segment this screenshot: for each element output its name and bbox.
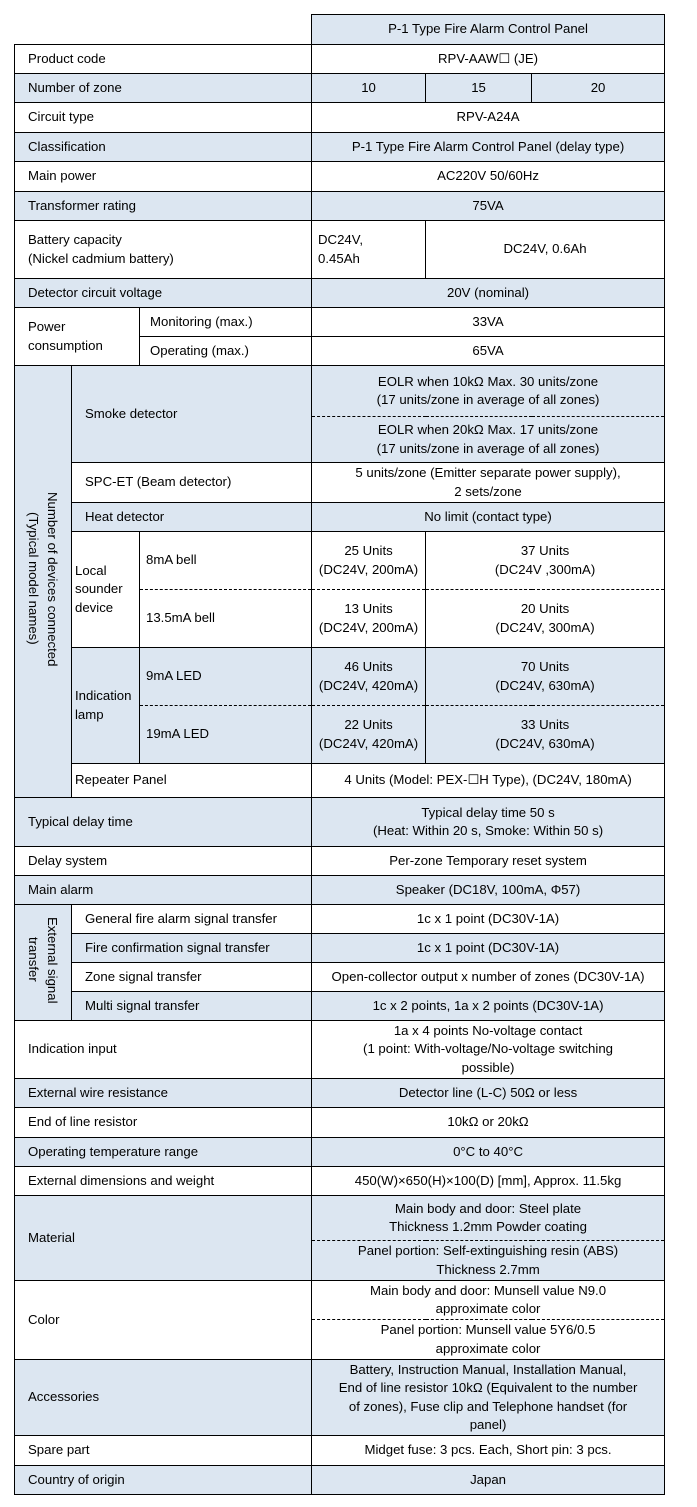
circuit-label: Circuit type (15, 103, 312, 133)
material-main-body (312, 1196, 665, 1241)
accessories-label: Accessories (15, 1360, 312, 1436)
multi-transfer-value: 1c x 2 points, 1a x 2 points (DC30V-1A) (312, 992, 665, 1021)
indication-input-line2: (1 point: With-voltage/No-voltage switching (363, 1041, 613, 1057)
bell-13ma-label: 13.5mA bell (140, 590, 312, 648)
sounder-label (72, 532, 140, 648)
color-main-body (312, 1281, 665, 1320)
general-transfer-label: General fire alarm signal transfer (72, 905, 312, 934)
material-panel-line2: Thickness 2.7mm (436, 1261, 540, 1277)
material-label: Material (15, 1196, 312, 1281)
zones-10: 10 (312, 74, 426, 103)
circuit-value: RPV-A24A (312, 103, 665, 133)
monitoring-value: 33VA (312, 308, 665, 337)
battery-15-20-value: DC24V, 0.6Ah (426, 221, 665, 279)
repeater-label: Repeater Panel (72, 764, 312, 798)
header-blank-cell (15, 15, 312, 45)
classification-value: P-1 Type Fire Alarm Control Panel (delay type) (312, 133, 665, 162)
color-panel-line1: Panel portion: Munsell value 5Y6/0.5 (380, 1322, 596, 1337)
bell-13ma-10-line2: (DC24V, 200mA) (318, 619, 419, 635)
delay-time-value (312, 798, 665, 847)
transformer-label: Transformer rating (15, 192, 312, 221)
ext-transfer-group-label (15, 905, 72, 1021)
bell-13ma-15-20-line2: (DC24V, 300mA) (495, 619, 595, 635)
delay-time-line2: (Heat: Within 20 s, Smoke: Within 50 s) (372, 823, 604, 838)
smoke-eolr-10k-line1: EOLR when 10kΩ Max. 30 units/zone (377, 373, 599, 389)
led-9ma-15-20-line2: (DC24V, 630mA) (495, 677, 595, 693)
spc-value (312, 463, 665, 503)
material-panel-portion (312, 1241, 665, 1281)
delay-time-line1: Typical delay time 50 s (421, 804, 555, 820)
detector-voltage-value: 20V (nominal) (312, 279, 665, 308)
bell-13ma-10 (312, 590, 426, 648)
accessories-line1: Battery, Instruction Manual, Installation Manual, (349, 1361, 627, 1377)
color-main-line1: Main body and door: Munsell value N9.0 (370, 1282, 607, 1298)
delay-system-label: Delay system (15, 847, 312, 876)
zones-15: 15 (426, 74, 532, 103)
main-power-label: Main power (15, 162, 312, 192)
bell-8ma-10-line1: 25 Units (344, 543, 393, 558)
battery-label-line1: Battery capacity (28, 232, 122, 247)
delay-time-label: Typical delay time (15, 798, 312, 847)
spare-label: Spare part (15, 1436, 312, 1466)
led-19ma-15-20 (426, 706, 665, 764)
ext-transfer-line1: External signal (45, 916, 60, 1003)
bell-8ma-10-line2: (DC24V, 200mA) (318, 561, 419, 577)
multi-transfer-label: Multi signal transfer (72, 992, 312, 1021)
dimensions-label: External dimensions and weight (15, 1167, 312, 1196)
operating-label: Operating (max.) (140, 337, 312, 366)
smoke-eolr-20k (312, 417, 665, 463)
led-19ma-10-line1: 22 Units (344, 717, 393, 732)
color-panel-portion (312, 1320, 665, 1360)
repeater-value: 4 Units (Model: PEX-☐H Type), (DC24V, 180mA) (312, 764, 665, 798)
devices-group-label (15, 366, 72, 798)
smoke-eolr-20k-line1: EOLR when 20kΩ Max. 17 units/zone (377, 422, 599, 437)
led-9ma-10-line2: (DC24V, 420mA) (318, 677, 419, 693)
detector-voltage-label: Detector circuit voltage (15, 279, 312, 308)
material-panel-line1: Panel portion: Self-extinguishing resin (ABS) (357, 1243, 619, 1258)
battery-label-line2: (Nickel cadmium battery) (28, 250, 174, 266)
accessories-line2: End of line resistor 10kΩ (Equivalent to the number (338, 1380, 638, 1395)
confirm-transfer-label: Fire confirmation signal transfer (72, 934, 312, 963)
bell-8ma-15-20 (426, 532, 665, 590)
sounder-label-line3: device (75, 599, 114, 615)
confirm-transfer-value: 1c x 1 point (DC30V-1A) (312, 934, 665, 963)
delay-system-value: Per-zone Temporary reset system (312, 847, 665, 876)
spc-value-line2: 2 sets/zone (454, 483, 522, 499)
zone-transfer-value: Open-collector output x number of zones (DC30V-1A) (312, 963, 665, 992)
spc-label: SPC-ET (Beam detector) (72, 463, 312, 503)
lamp-label-line2: lamp (75, 706, 104, 722)
heat-detector-value: No limit (contact type) (312, 503, 665, 532)
product-code-value: RPV-AAW☐ (JE) (312, 45, 665, 74)
indication-input-line1: 1a x 4 points No-voltage contact (393, 1022, 583, 1038)
bell-13ma-15-20-line1: 20 Units (520, 601, 570, 616)
accessories-line4: panel) (469, 1417, 507, 1432)
led-19ma-15-20-line2: (DC24V, 630mA) (495, 735, 595, 751)
bell-13ma-10-line1: 13 Units (344, 601, 393, 616)
product-code-label: Product code (15, 45, 312, 74)
led-19ma-label: 19mA LED (140, 706, 312, 764)
accessories-line3: of zones), Fuse clip and Telephone handset (for (348, 1398, 628, 1414)
transformer-value: 75VA (312, 192, 665, 221)
led-9ma-15-20-line1: 70 Units (520, 659, 570, 674)
spc-value-line1: 5 units/zone (Emitter separate power supply), (355, 465, 621, 480)
bell-8ma-10 (312, 532, 426, 590)
smoke-eolr-20k-line2: (17 units/zone in average of all zones) (376, 440, 600, 456)
spare-value: Midget fuse: 3 pcs. Each, Short pin: 3 pcs. (312, 1436, 665, 1466)
temp-range-label: Operating temperature range (15, 1138, 312, 1167)
color-panel-line2: approximate color (435, 1340, 541, 1356)
eol-resistor-value: 10kΩ or 20kΩ (312, 1108, 665, 1138)
wire-resistance-value: Detector line (L-C) 50Ω or less (312, 1079, 665, 1108)
dimensions-value: 450(W)×650(H)×100(D) [mm], Approx. 11.5kg (312, 1167, 665, 1196)
bell-13ma-15-20 (426, 590, 665, 648)
smoke-eolr-10k-line2: (17 units/zone in average of all zones) (376, 392, 600, 407)
monitoring-label: Monitoring (max.) (140, 308, 312, 337)
indication-input-line3: possible) (461, 1059, 515, 1075)
heat-detector-label: Heat detector (72, 503, 312, 532)
material-main-line1: Main body and door: Steel plate (394, 1200, 582, 1216)
devices-group-line2: (Typical model names) (26, 512, 41, 646)
battery-10-value (312, 221, 426, 279)
main-power-value: AC220V 50/60Hz (312, 162, 665, 192)
zones-20: 20 (532, 74, 665, 103)
battery-10-line1: DC24V, (318, 232, 363, 247)
battery-10-line2: 0.45Ah (318, 250, 360, 266)
power-label-line1: Power (28, 319, 66, 334)
battery-label (15, 221, 312, 279)
sounder-label-line2: sounder (75, 581, 123, 597)
origin-label: Country of origin (15, 1466, 312, 1495)
material-main-line2: Thickness 1.2mm Powder coating (389, 1219, 587, 1234)
general-transfer-value: 1c x 1 point (DC30V-1A) (312, 905, 665, 934)
led-9ma-10-line1: 46 Units (344, 659, 393, 674)
led-19ma-10 (312, 706, 426, 764)
smoke-detector-label: Smoke detector (72, 366, 312, 463)
eol-resistor-label: End of line resistor (15, 1108, 312, 1138)
indication-lamp-label (72, 648, 140, 764)
wire-resistance-label: External wire resistance (15, 1079, 312, 1108)
led-9ma-15-20 (426, 648, 665, 706)
ext-transfer-line2: transfer (26, 937, 41, 983)
temp-range-value: 0°C to 40°C (312, 1138, 665, 1167)
led-19ma-15-20-line1: 33 Units (520, 717, 570, 732)
main-alarm-value: Speaker (DC18V, 100mA, Φ57) (312, 876, 665, 905)
devices-group-line1: Number of devices connected (45, 491, 60, 666)
lamp-label-line1: Indication (75, 688, 132, 703)
operating-value: 65VA (312, 337, 665, 366)
indication-input-value (312, 1021, 665, 1079)
color-label: Color (15, 1281, 312, 1360)
bell-8ma-15-20-line2: (DC24V ,300mA) (494, 561, 596, 577)
sounder-label-line1: Local (75, 562, 107, 578)
zone-transfer-label: Zone signal transfer (72, 963, 312, 992)
bell-8ma-15-20-line1: 37 Units (520, 543, 570, 558)
classification-label: Classification (15, 133, 312, 162)
bell-8ma-label: 8mA bell (140, 532, 312, 590)
led-19ma-10-line2: (DC24V, 420mA) (318, 735, 419, 751)
accessories-value (312, 1360, 665, 1436)
power-consumption-label (15, 308, 140, 366)
main-alarm-label: Main alarm (15, 876, 312, 905)
spec-table (14, 14, 665, 1495)
origin-value: Japan (312, 1466, 665, 1495)
smoke-eolr-10k (312, 366, 665, 417)
led-9ma-label: 9mA LED (140, 648, 312, 706)
table-header-title: P-1 Type Fire Alarm Control Panel (312, 15, 665, 45)
color-main-line2: approximate color (435, 1301, 541, 1316)
power-label-line2: consumption (28, 337, 103, 353)
led-9ma-10 (312, 648, 426, 706)
indication-input-label: Indication input (15, 1021, 312, 1079)
zones-label: Number of zone (15, 74, 312, 103)
